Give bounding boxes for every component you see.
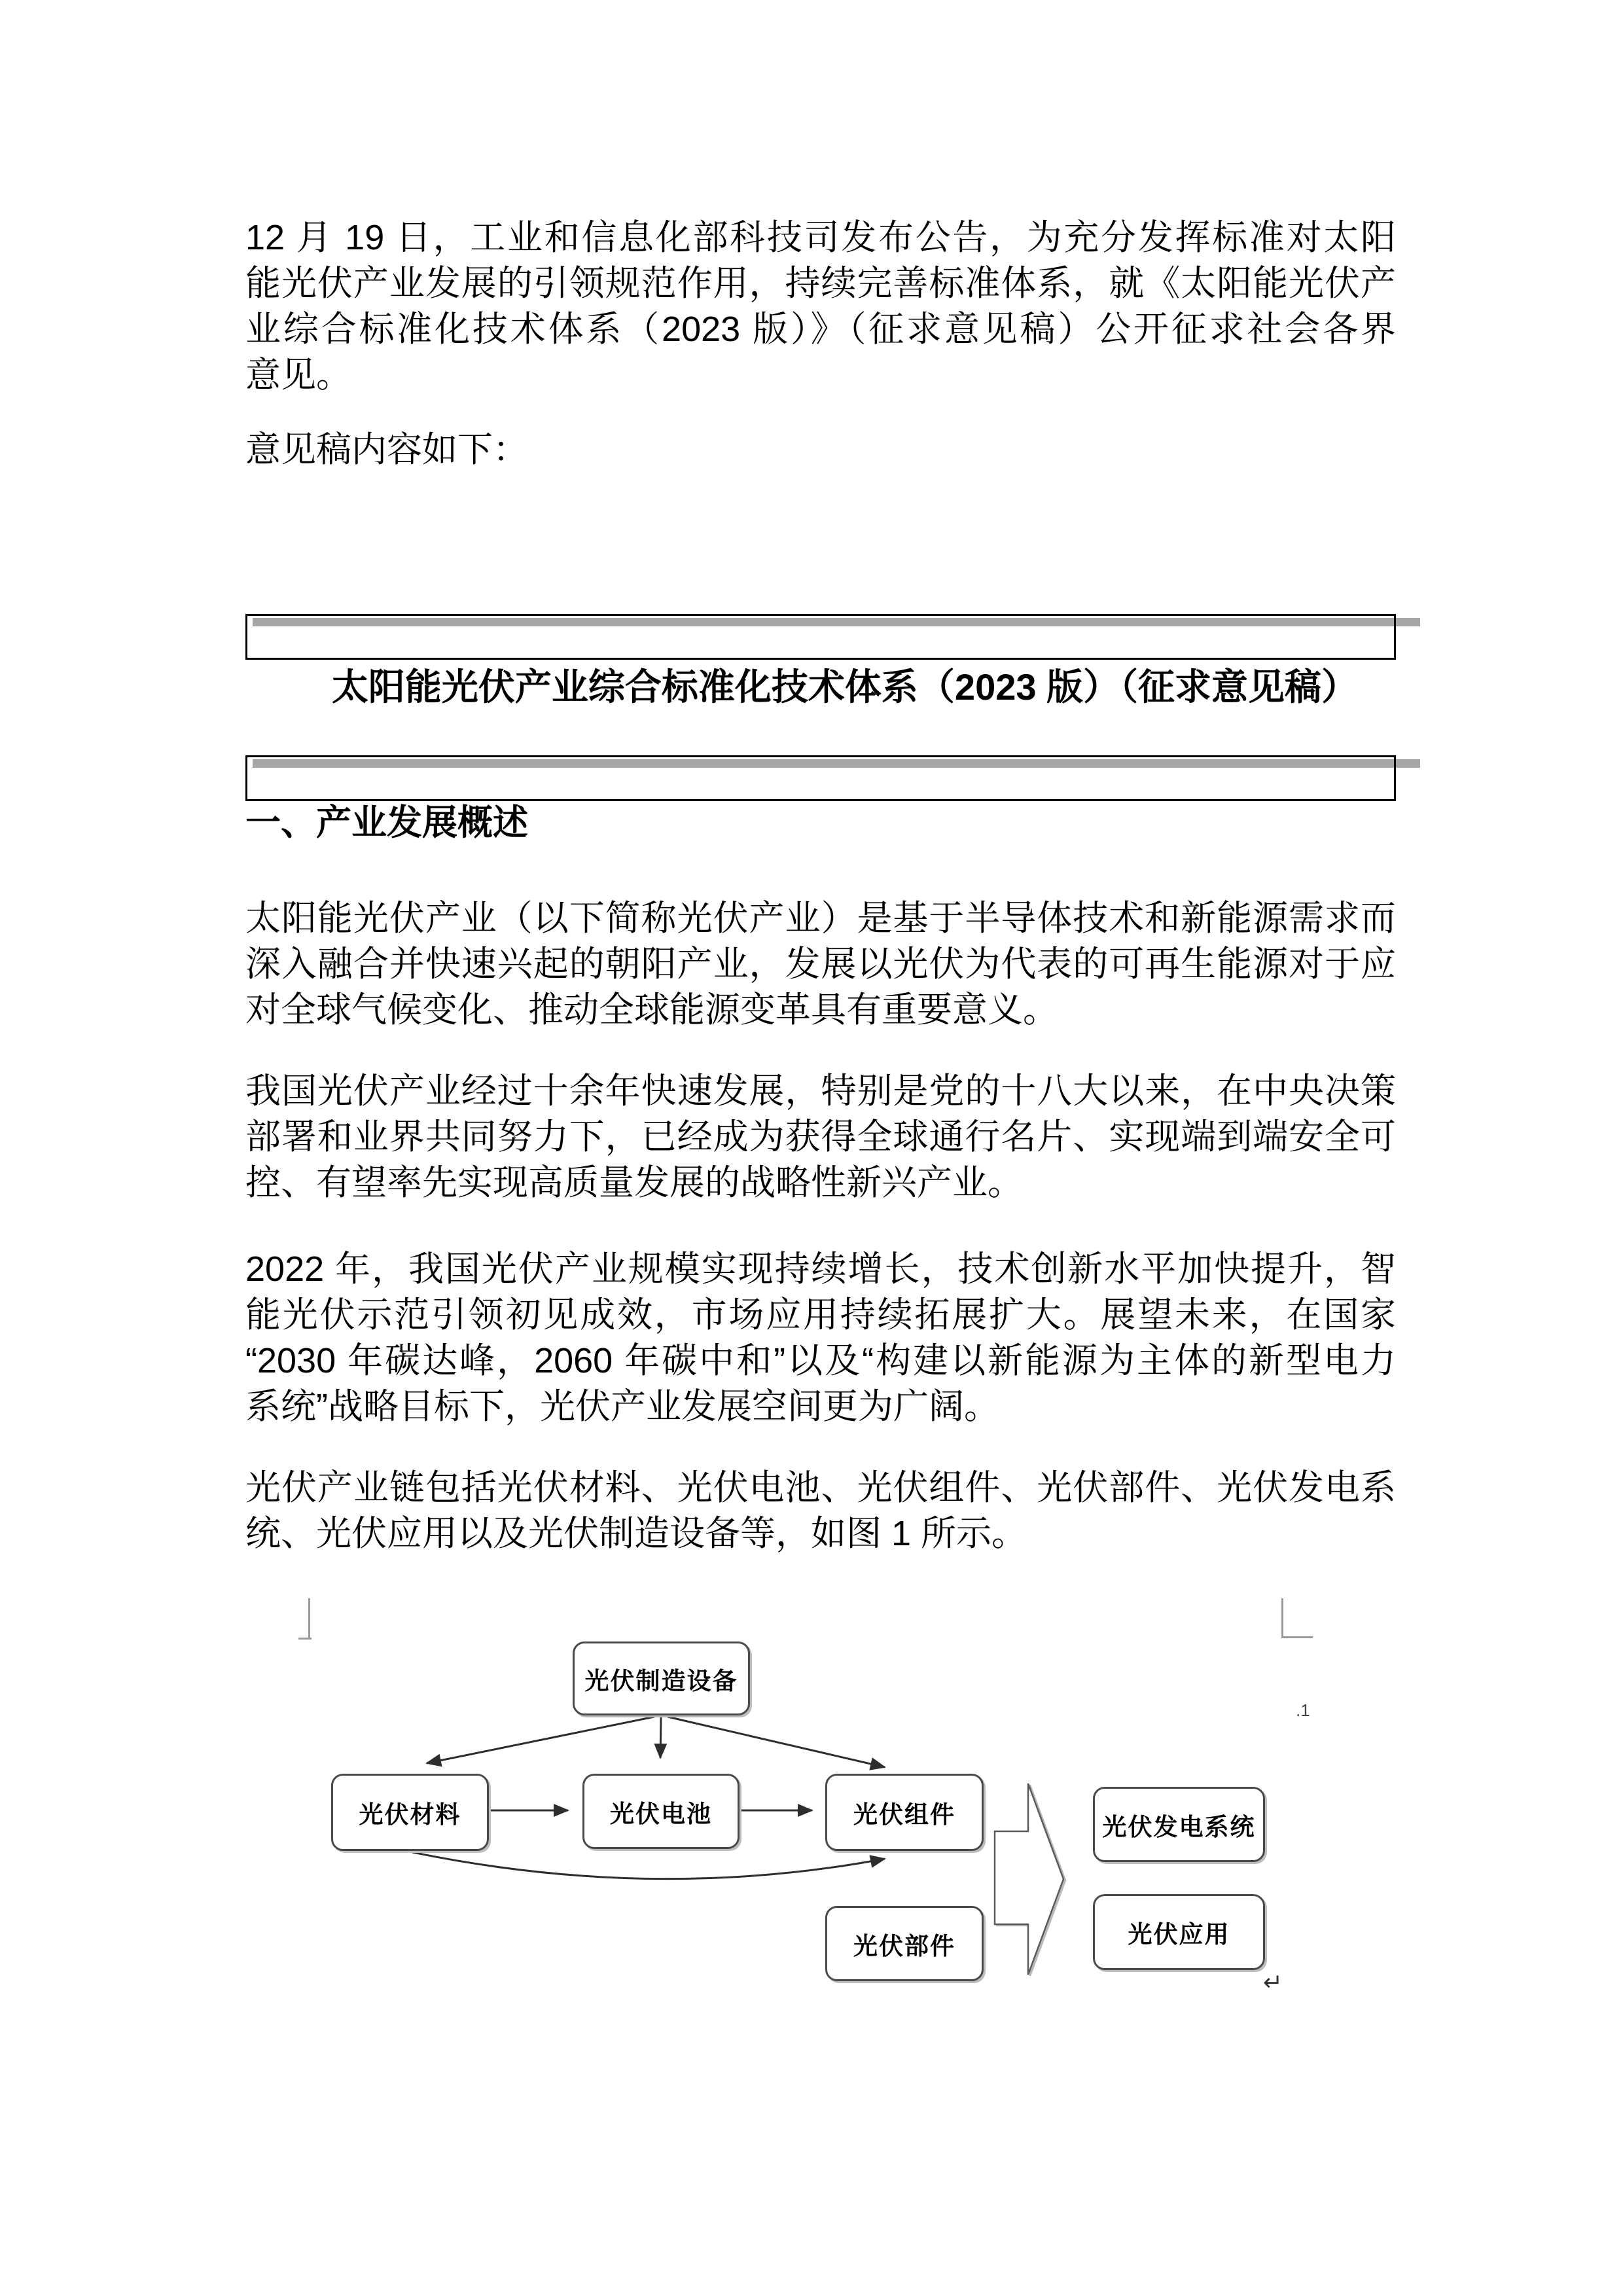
footnote-mark: .1	[1296, 1700, 1310, 1720]
text-line: 统、光伏应用以及光伏制造设备等，如图 1 所示。	[245, 1514, 1027, 1553]
flow-node-power-system	[1093, 1787, 1265, 1862]
text-line: 深入融合并快速兴起的朝阳产业，发展以光伏为代表的可再生能源对于应	[245, 944, 1396, 984]
arrow-material-arc-to-module	[412, 1852, 885, 1879]
section-heading: 一、产业发展概述	[245, 803, 528, 842]
flow-node-label: 光伏材料	[359, 1801, 461, 1828]
flow-node-label: 光伏发电系统	[1102, 1813, 1256, 1840]
text-line: 12 月 19 日，工业和信息化部科技司发布公告，为充分发挥标准对太阳	[245, 218, 1396, 257]
flow-node-cell	[582, 1774, 740, 1849]
flow-node-label: 光伏电池	[610, 1800, 712, 1827]
paragraph-lead-in: 意见稿内容如下：	[245, 430, 528, 469]
flow-node-module	[825, 1774, 984, 1851]
text-line: 太阳能光伏产业（以下简称光伏产业）是基于半导体技术和新能源需求而	[245, 899, 1396, 938]
text-line: 光伏产业链包括光伏材料、光伏电池、光伏组件、光伏部件、光伏发电系	[245, 1468, 1396, 1507]
text-line: 2022 年，我国光伏产业规模实现持续增长，技术创新水平加快提升，智	[245, 1249, 1396, 1289]
flow-node-application	[1093, 1894, 1265, 1970]
text-line: “2030 年碳达峰，2060 年碳中和”以及“构建以新能源为主体的新型电力	[245, 1341, 1396, 1380]
flow-node-component	[825, 1906, 984, 1981]
flow-node-label: 光伏制造设备	[584, 1667, 738, 1695]
flow-node-equipment	[573, 1641, 750, 1715]
text-line: 意见。	[245, 355, 351, 395]
block-arrow-right-icon	[995, 1784, 1063, 1975]
text-line: 业综合标准化技术体系（2023 版）》（征求意见稿）公开征求社会各界	[245, 310, 1396, 349]
text-line: 能光伏产业发展的引领规范作用，持续完善标准体系，就《太阳能光伏产	[245, 264, 1396, 303]
paragraph-return-mark: ↵	[1263, 1969, 1283, 1996]
text-line: 系统”战略目标下，光伏产业发展空间更为广阔。	[245, 1387, 999, 1426]
text-line: 我国光伏产业经过十余年快速发展，特别是党的十八大以来，在中央决策	[245, 1071, 1396, 1111]
text-line: 部署和业界共同努力下，已经成为获得全球通行名片、实现端到端安全可	[245, 1117, 1396, 1157]
text-line: 对全球气候变化、推动全球能源变革具有重要意义。	[245, 990, 1058, 1030]
text-line: 能光伏示范引领初见成效，市场应用持续拓展扩大。展望未来，在国家	[245, 1295, 1396, 1335]
document-title: 太阳能光伏产业综合标准化技术体系（2023 版）（征求意见稿）	[331, 666, 1359, 708]
flow-node-label: 光伏应用	[1128, 1921, 1230, 1948]
arrow-equipment-to-cell	[660, 1716, 661, 1758]
flow-node-label: 光伏组件	[853, 1801, 955, 1828]
text-line: 控、有望率先实现高质量发展的战略性新兴产业。	[245, 1163, 1023, 1202]
flow-node-label: 光伏部件	[853, 1932, 955, 1960]
arrow-equipment-to-module	[668, 1717, 885, 1767]
arrow-equipment-to-material	[427, 1717, 654, 1763]
flow-node-material	[331, 1774, 489, 1851]
